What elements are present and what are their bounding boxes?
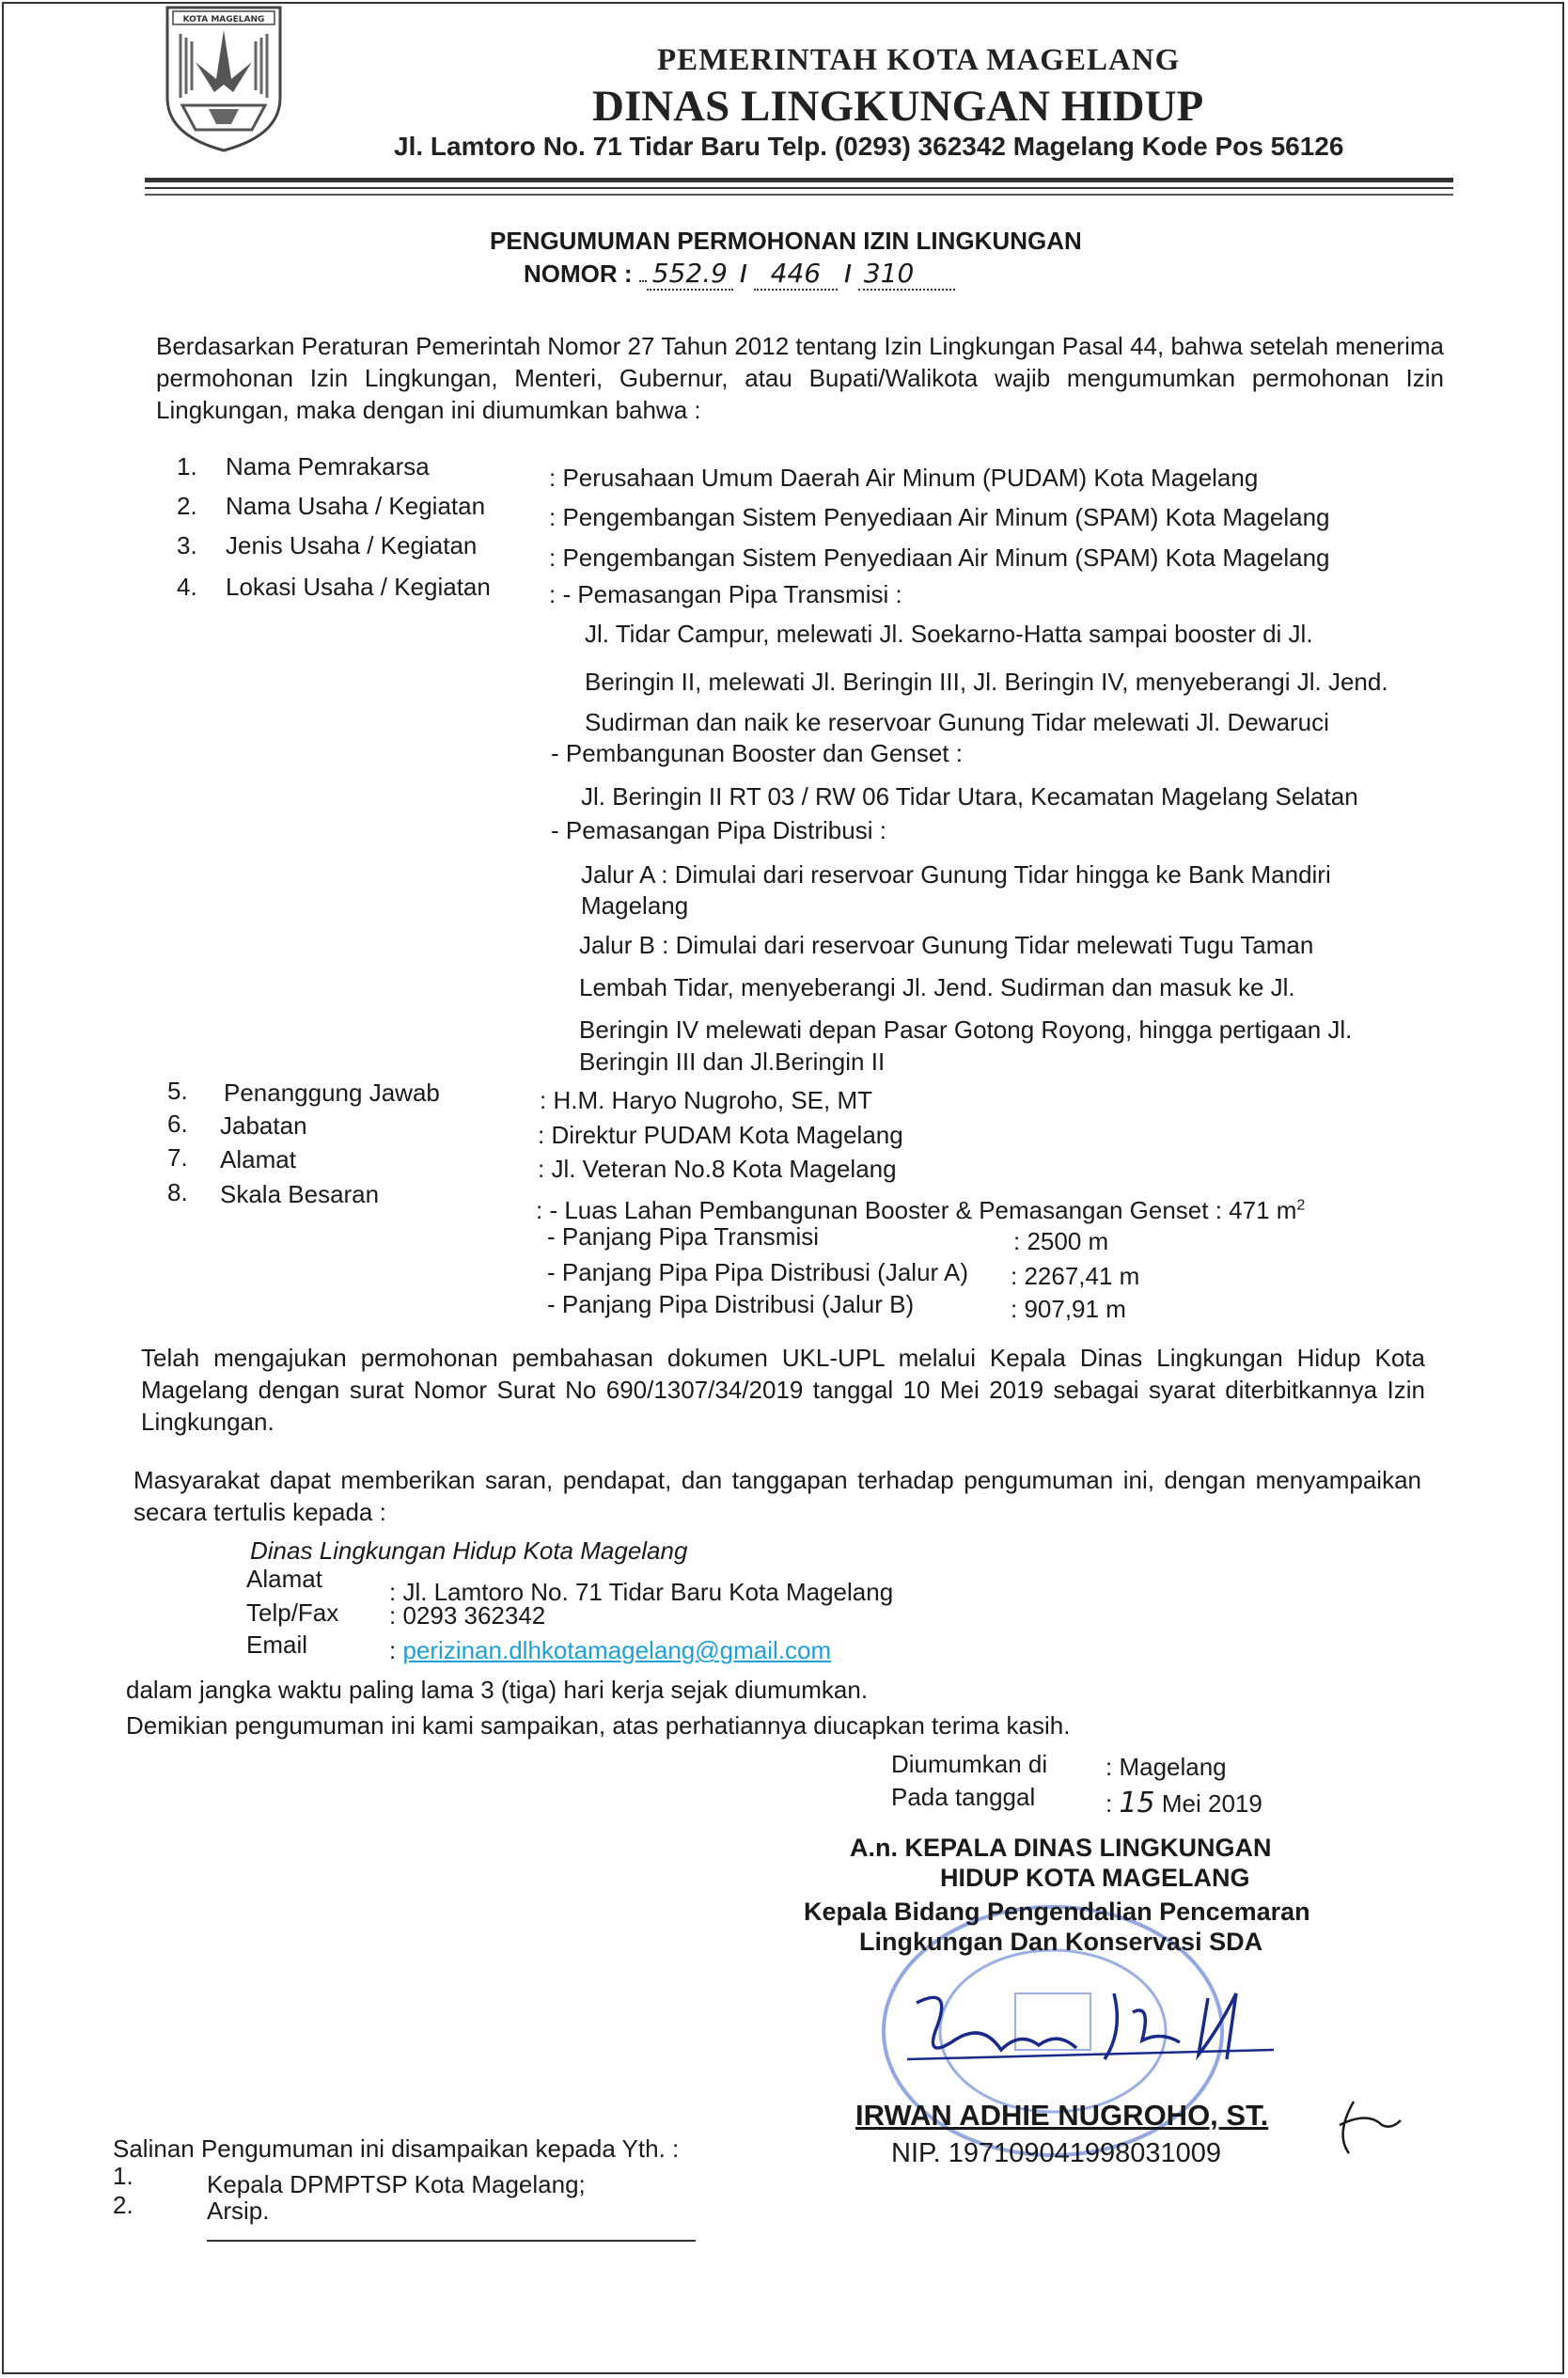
item-label: Nama Pemrakarsa	[226, 452, 430, 480]
item-number: 4.	[177, 573, 197, 601]
signatory-nip: NIP. 197109041998031009	[891, 2138, 1222, 2168]
masyarakat-paragraph: Masyarakat dapat memberikan saran, pendapat, dan tanggapan terhadap pengumuman ini, dengan menyampaikan secara tertulis kepada :	[133, 1466, 1421, 1526]
item-value: : - Pemasangan Pipa Transmisi :	[549, 580, 902, 608]
signatory-line1: A.n. KEPALA DINAS LINGKUNGAN	[850, 1834, 1272, 1862]
item-value: : Direktur PUDAM Kota Magelang	[538, 1121, 903, 1149]
item-number: 8.	[167, 1178, 188, 1206]
contact-telp-value: : 0293 362342	[389, 1601, 546, 1630]
skala-label: - Panjang Pipa Transmisi	[547, 1222, 820, 1251]
item-label: Alamat	[220, 1145, 296, 1173]
skala-label: - Panjang Pipa Distribusi (Jalur B)	[547, 1290, 915, 1318]
item-number: 7.	[167, 1143, 188, 1172]
lokasi-line: Beringin II, melewati Jl. Beringin III, Jl. Beringin IV, menyeberangi Jl. Jend.	[585, 668, 1388, 696]
contact-email-label: Email	[246, 1630, 308, 1659]
lokasi-line: Magelang	[581, 891, 689, 920]
contact-alamat-label: Alamat	[246, 1565, 322, 1593]
header-address: Jl. Lamtoro No. 71 Tidar Baru Telp. (0293) 362342 Magelang Kode Pos 56126	[394, 132, 1344, 161]
contact-telp-label: Telp/Fax	[246, 1598, 339, 1627]
document-number	[524, 258, 955, 289]
lokasi-line: Jalur B : Dimulai dari reservoar Gunung Tidar melewati Tugu Taman	[579, 931, 1314, 959]
diumumkan-value: : Magelang	[1105, 1753, 1227, 1781]
item-number: 3.	[177, 531, 197, 559]
skala-value: : 2500 m	[1013, 1227, 1109, 1255]
skala-label: - Panjang Pipa Pipa Distribusi (Jalur A)	[547, 1258, 968, 1286]
header-department: DINAS LINGKUNGAN HIDUP	[592, 82, 1204, 131]
header-agency: PEMERINTAH KOTA MAGELANG	[657, 43, 1181, 77]
nomor-part1: 552.9	[647, 258, 733, 291]
tanggal-colon: :	[1105, 1789, 1113, 1818]
item-number: 2.	[177, 492, 197, 520]
lokasi-line: Jl. Tidar Campur, melewati Jl. Soekarno-Hatta sampai booster di Jl.	[585, 620, 1313, 648]
signatory-line3: Kepala Bidang Pengendalian Pencemaran	[804, 1898, 1310, 1926]
item-value: : Pengembangan Sistem Penyediaan Air Minum (SPAM) Kota Magelang	[549, 543, 1330, 572]
tanggal-day: 15	[1119, 1787, 1155, 1819]
salinan-number: 1.	[113, 2162, 133, 2190]
item-label: Penanggung Jawab	[224, 1079, 440, 1107]
item-label: Skala Besaran	[220, 1180, 380, 1208]
contact-email-colon: :	[389, 1636, 397, 1664]
nomor-label: NOMOR :	[524, 260, 633, 288]
item-label: Jenis Usaha / Kegiatan	[226, 531, 478, 559]
contact-email	[389, 1636, 831, 1665]
item-label: Lokasi Usaha / Kegiatan	[226, 573, 491, 601]
tanggal-month-year: Mei 2019	[1161, 1789, 1262, 1818]
header-rule	[145, 187, 1453, 189]
document-title: PENGUMUMAN PERMOHONAN IZIN LINGKUNGAN	[490, 227, 1082, 255]
intro-paragraph: Berdasarkan Peraturan Pemerintah Nomor 27 Tahun 2012 tentang Izin Lingkungan Pasal 44, bahwa setelah menerima permohonan Izin Lingkungan, Menteri, Gubernur, atau Bupati/Walikota wajib mengumumkan permohonan Izin Lingkungan, maka dengan ini diumumkan bahwa :	[156, 332, 1444, 424]
item-label: Nama Usaha / Kegiatan	[226, 492, 486, 520]
paraf-initial	[1325, 2097, 1405, 2163]
item-label: Jabatan	[220, 1111, 307, 1140]
bottom-rule	[207, 2240, 696, 2242]
item-value: : H.M. Haryo Nugroho, SE, MT	[540, 1086, 872, 1114]
diumumkan-label: Diumumkan di	[891, 1750, 1048, 1778]
lokasi-line: Sudirman dan naik ke reservoar Gunung Tidar melewati Jl. Dewaruci	[585, 708, 1329, 736]
signatory-name: IRWAN ADHIE NUGROHO, ST.	[855, 2099, 1269, 2132]
tanggal-value	[1105, 1787, 1262, 1819]
lokasi-line: Beringin IV melewati depan Pasar Gotong Royong, hingga pertigaan Jl.	[579, 1016, 1353, 1044]
city-crest-logo	[162, 4, 286, 154]
lokasi-line: - Pembangunan Booster dan Genset :	[551, 739, 963, 767]
handwritten-signature	[898, 1975, 1293, 2087]
signatory-line2: HIDUP KOTA MAGELANG	[940, 1864, 1250, 1892]
tanggal-label: Pada tanggal	[891, 1783, 1036, 1811]
skala-value: : 907,91 m	[1011, 1295, 1126, 1323]
salinan-number: 2.	[113, 2191, 133, 2219]
ukl-paragraph: Telah mengajukan permohonan pembahasan dokumen UKL-UPL melalui Kepala Dinas Lingkungan Hidup Kota Magelang dengan surat Nomor Surat No 690/1307/34/2019 tanggal 10 Mei 2019 sebagai syarat diterbitkannya Izin Lingkungan.	[141, 1344, 1425, 1436]
lokasi-line: Beringin III dan Jl.Beringin II	[579, 1047, 886, 1076]
nomor-part3: 310	[858, 258, 955, 291]
logo-label: KOTA MAGELANG	[182, 15, 265, 24]
nomor-separator: /	[740, 260, 747, 288]
email-link[interactable]: perizinan.dlhkotamagelang@gmail.com	[402, 1636, 832, 1664]
salinan-item: Kepala DPMPTSP Kota Magelang;	[207, 2170, 586, 2198]
lokasi-line: Lembah Tidar, menyeberangi Jl. Jend. Sudirman dan masuk ke Jl.	[579, 973, 1295, 1001]
contact-alamat-value: : Jl. Lamtoro No. 71 Tidar Baru Kota Magelang	[389, 1578, 894, 1606]
lokasi-line: Jl. Beringin II RT 03 / RW 06 Tidar Utara, Kecamatan Magelang Selatan	[581, 782, 1358, 811]
item-number: 6.	[167, 1110, 188, 1138]
header-rule	[145, 194, 1453, 196]
salinan-head: Salinan Pengumuman ini disampaikan kepada Yth. :	[113, 2134, 680, 2163]
lokasi-line: Jalur A : Dimulai dari reservoar Gunung Tidar hingga ke Bank Mandiri	[581, 860, 1331, 889]
item-value: : Jl. Veteran No.8 Kota Magelang	[538, 1155, 897, 1183]
item-number: 1.	[177, 452, 197, 480]
item-number: 5.	[167, 1077, 188, 1105]
jangka-text: dalam jangka waktu paling lama 3 (tiga) hari kerja sejak diumumkan.	[126, 1676, 869, 1704]
contact-org: Dinas Lingkungan Hidup Kota Magelang	[250, 1536, 688, 1565]
item-value: : Perusahaan Umum Daerah Air Minum (PUDAM) Kota Magelang	[549, 464, 1259, 492]
lokasi-line: - Pemasangan Pipa Distribusi :	[551, 816, 886, 844]
skala-value: : 2267,41 m	[1011, 1262, 1140, 1290]
header-rule	[145, 178, 1453, 182]
item-value: : Pengembangan Sistem Penyediaan Air Minum (SPAM) Kota Magelang	[549, 503, 1330, 531]
skala-luas	[536, 1196, 1305, 1225]
signatory-line4: Lingkungan Dan Konservasi SDA	[859, 1928, 1263, 1956]
superscript: 2	[1296, 1197, 1306, 1214]
nomor-separator: /	[844, 260, 852, 288]
salinan-item: Arsip.	[207, 2197, 270, 2225]
skala-luas-value: : - Luas Lahan Pembangunan Booster & Pemasangan Genset : 471 m	[536, 1196, 1297, 1224]
nomor-part2: 446	[754, 258, 838, 291]
closing-text: Demikian pengumuman ini kami sampaikan, atas perhatiannya diucapkan terima kasih.	[126, 1711, 1071, 1740]
